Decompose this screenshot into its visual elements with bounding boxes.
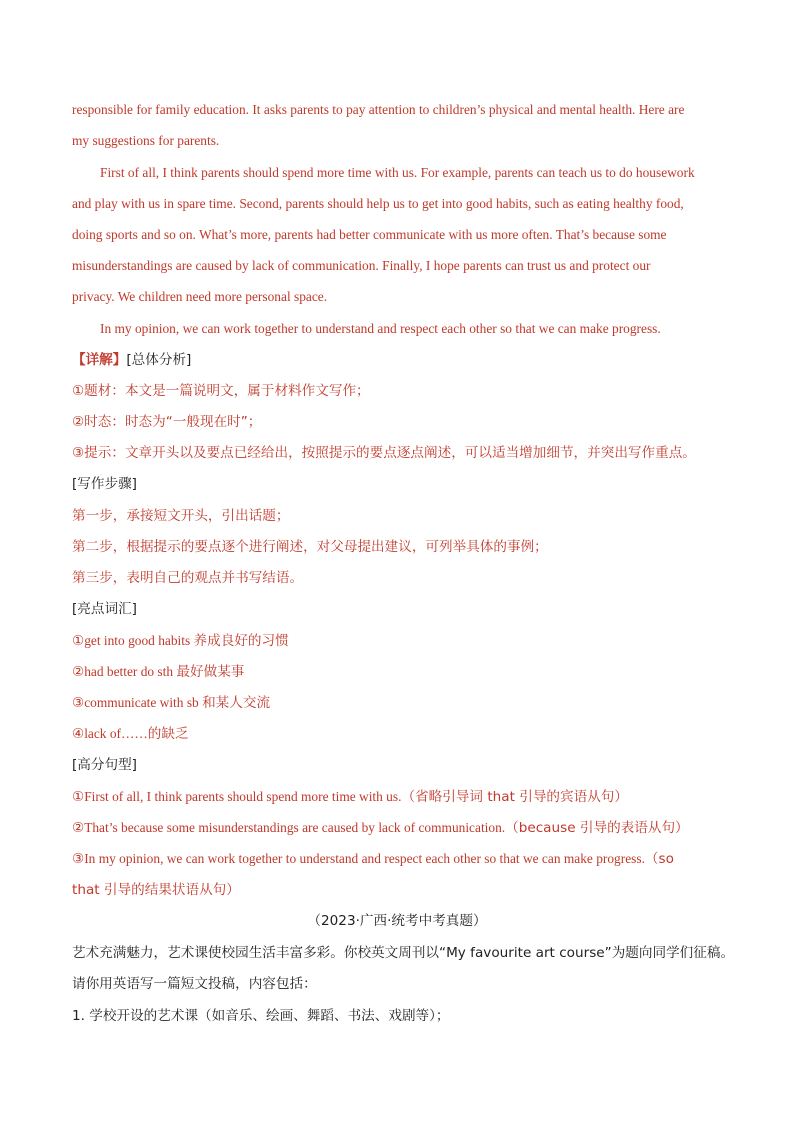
question-source: （2023·广西·统考中考真题） — [307, 913, 487, 929]
sentence-num: ① — [72, 789, 85, 805]
vocab-item — [72, 693, 270, 713]
analysis-header — [72, 350, 191, 370]
essay-paragraph-3: In my opinion, we can work together to understand and respect each other so that we can make progress. — [100, 321, 661, 336]
vocab-item — [72, 724, 189, 744]
sentence-item — [72, 849, 674, 869]
essay-line: my suggestions for parents. — [72, 133, 220, 148]
essay-line: privacy. We children need more personal space. — [72, 289, 328, 304]
essay-paragraph-2: First of all, I think parents should spend more time with us. For example, parents can teach us to do housework — [100, 165, 695, 180]
vocab-en: had better do sth — [84, 664, 177, 679]
sentences-title: [高分句型] — [72, 757, 137, 773]
question-line: 艺术充满魅力，艺术课使校园生活丰富多彩。你校英文周刊以“My favourite art course”为题向同学们征稿。 — [72, 945, 735, 961]
sentence-item — [72, 787, 628, 807]
step-item: 第二步，根据提示的要点逐个进行阐述，对父母提出建议，可列举具体的事例； — [72, 539, 548, 555]
steps-title: [写作步骤] — [72, 476, 137, 492]
vocab-item — [72, 631, 289, 651]
vocab-title: [亮点词汇] — [72, 601, 137, 617]
sentence-zh: （省略引导词 that 引导的宾语从句） — [401, 789, 628, 805]
vocab-num: ③ — [72, 695, 85, 711]
vocab-zh: 和某人交流 — [202, 695, 271, 711]
question-line: 1. 学校开设的艺术课（如音乐、绘画、舞蹈、书法、戏剧等）； — [72, 1008, 450, 1024]
vocab-num: ① — [72, 633, 85, 649]
sentence-num: ② — [72, 820, 85, 836]
vocab-zh: 养成良好的习惯 — [193, 633, 289, 649]
step-item: 第三步，表明自己的观点并书写结语。 — [72, 570, 304, 586]
sentence-num: ③ — [72, 851, 85, 867]
step-item: 第一步，承接短文开头，引出话题； — [72, 508, 290, 524]
sentence-zh: （so — [644, 851, 674, 867]
sentence-zh: （because 引导的表语从句） — [505, 820, 689, 836]
vocab-num: ④ — [72, 726, 85, 742]
sentence-continuation: that 引导的结果状语从句） — [72, 882, 240, 898]
sentence-item — [72, 818, 689, 838]
vocab-num: ② — [72, 664, 85, 680]
vocab-zh: 的缺乏 — [147, 726, 189, 742]
sentence-en: That’s because some misunderstandings are caused by lack of communication. — [84, 820, 506, 835]
question-line: 请你用英语写一篇短文投稿，内容包括： — [72, 976, 317, 992]
essay-line: and play with us in spare time. Second, parents should help us to get into good habits, such as eating healthy food, — [72, 196, 684, 211]
essay-line: doing sports and so on. What’s more, parents had better communicate with us more often. That’s because some — [72, 227, 667, 242]
analysis-item: ①题材：本文是一篇说明文，属于材料作文写作； — [72, 383, 370, 399]
vocab-item — [72, 662, 244, 682]
analysis-item: ②时态：时态为“一般现在时”； — [72, 414, 262, 430]
vocab-en: lack of…… — [84, 726, 148, 741]
essay-line: misunderstandings are caused by lack of communication. Finally, I hope parents can trust us and protect our — [72, 258, 651, 273]
vocab-en: get into good habits — [84, 633, 194, 648]
essay-line: responsible for family education. It asks parents to pay attention to children’s physical and mental health. Here are — [72, 102, 685, 117]
sentence-en: First of all, I think parents should spend more time with us. — [84, 789, 402, 804]
sentence-en: In my opinion, we can work together to understand and respect each other so that we can make progress. — [84, 851, 645, 866]
overall-title: [总体分析] — [126, 352, 192, 368]
vocab-en: communicate with sb — [84, 695, 203, 710]
detail-tag: 【详解】 — [72, 352, 127, 368]
vocab-zh: 最好做某事 — [176, 664, 245, 680]
analysis-item: ③提示：文章开头以及要点已经给出，按照提示的要点逐点阐述，可以适当增加细节，并突出写作重点。 — [72, 445, 696, 461]
